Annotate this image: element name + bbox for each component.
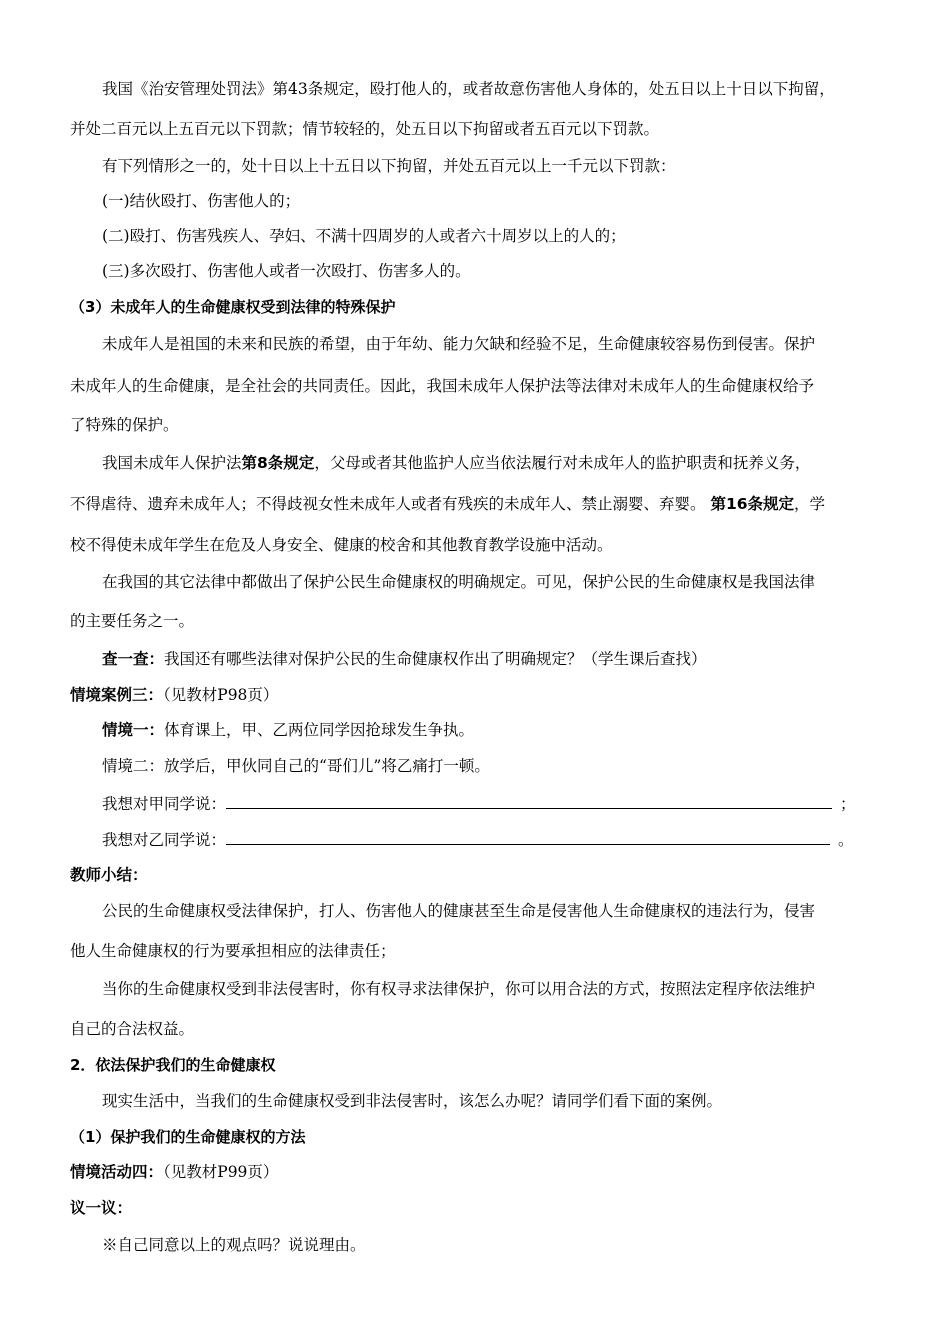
paragraph-line: 了特殊的保护。	[70, 416, 179, 434]
list-item: (二)殴打、伤害残疾人、孕妇、不满十四周岁的人或者六十周岁以上的人的；	[102, 227, 626, 245]
paragraph-line: 我国《治安管理处罚法》第43条规定，殴打他人的，或者故意伤害他人身体的，处五日以上十日以下拘留，	[102, 80, 835, 98]
paragraph-line: 未成年人是祖国的未来和民族的希望，由于年幼、能力欠缺和经验不足，生命健康较容易伤到侵害。保护	[102, 335, 816, 353]
answer-blank[interactable]	[226, 792, 832, 809]
case-heading	[70, 684, 885, 706]
punctuation: 。	[838, 831, 854, 849]
text-run: ，学	[794, 495, 826, 513]
question-line: ※自己同意以上的观点吗？说说理由。	[102, 1236, 366, 1254]
case-label: 情境案例三：	[70, 686, 164, 704]
answer-blank[interactable]	[226, 828, 830, 845]
text-run: 我国未成年人保护法	[102, 454, 242, 472]
activity-heading	[70, 1161, 885, 1183]
section-heading: （3）未成年人的生命健康权受到法律的特殊保护	[70, 298, 396, 316]
paragraph-line: 未成年人的生命健康，是全社会的共同责任。因此，我国未成年人保护法等法律对未成年人的生命健康权给予	[70, 377, 815, 395]
case-ref: （见教材P98页）	[163, 686, 279, 704]
paragraph-line: 公民的生命健康权受法律保护，打人、伤害他人的健康甚至生命是侵害他人生命健康权的违法行为，侵害	[102, 902, 816, 920]
answer-line-a	[102, 792, 887, 815]
paragraph-line: 有下列情形之一的，处十日以上十五日以下拘留，并处五百元以上一千元以下罚款：	[102, 157, 676, 175]
discuss-heading: 议一议：	[70, 1199, 133, 1217]
list-item: (一)结伙殴打、伤害他人的；	[102, 192, 301, 210]
scenario-line: 情境二：放学后，甲伙同自己的“哥们儿”将乙痛打一顿。	[102, 757, 490, 775]
activity-label: 情境活动四：	[70, 1163, 164, 1181]
text-run: 体育课上，甲、乙两位同学因抢球发生争执。	[164, 721, 475, 739]
answer-prompt: 我想对乙同学说：	[102, 831, 227, 849]
subsection-heading: （1）保护我们的生命健康权的方法	[70, 1128, 306, 1146]
summary-heading: 教师小结：	[70, 866, 148, 884]
section-heading: 2．依法保护我们的生命健康权	[70, 1056, 276, 1074]
text-run: 不得虐待、遗弃未成年人；不得歧视女性未成年人或者有残疾的未成年人、禁止溺婴、弃婴。	[70, 495, 706, 513]
punctuation: ；	[840, 795, 856, 813]
answer-prompt: 我想对甲同学说：	[102, 795, 227, 813]
paragraph-line	[102, 452, 887, 474]
paragraph-line: 校不得使未成年学生在危及人身安全、健康的校舍和其他教育教学设施中活动。	[70, 536, 613, 554]
emphasis-text: 第16条规定	[710, 495, 795, 513]
text-run: ，父母或者其他监护人应当依法履行对未成年人的监护职责和抚养义务，	[314, 454, 811, 472]
activity-ref: （见教材P99页）	[163, 1163, 279, 1181]
check-label: 查一查：	[102, 650, 165, 668]
paragraph-line	[102, 648, 887, 670]
paragraph-line: 他人生命健康权的行为要承担相应的法律责任；	[70, 942, 396, 960]
scenario-line	[102, 719, 887, 741]
paragraph-line: 在我国的其它法律中都做出了保护公民生命健康权的明确规定。可见，保护公民的生命健康权是我国法律	[102, 573, 816, 591]
paragraph-line: 并处二百元以上五百元以下罚款；情节较轻的，处五日以下拘留或者五百元以下罚款。	[70, 120, 660, 138]
scenario-label: 情境一：	[102, 721, 165, 739]
paragraph-line: 现实生活中，当我们的生命健康权受到非法侵害时，该怎么办呢？请同学们看下面的案例。	[102, 1092, 723, 1110]
answer-line-b	[102, 828, 887, 851]
paragraph-line: 的主要任务之一。	[70, 612, 195, 630]
paragraph-line	[70, 493, 885, 515]
text-run: 我国还有哪些法律对保护公民的生命健康权作出了明确规定？（学生课后查找）	[164, 650, 707, 668]
paragraph-line: 当你的生命健康权受到非法侵害时，你有权寻求法律保护，你可以用合法的方式，按照法定程序依法维护	[102, 980, 816, 998]
paragraph-line: 自己的合法权益。	[70, 1020, 195, 1038]
emphasis-text: 第8条规定	[241, 454, 315, 472]
list-item: (三)多次殴打、伤害他人或者一次殴打、伤害多人的。	[102, 262, 471, 280]
